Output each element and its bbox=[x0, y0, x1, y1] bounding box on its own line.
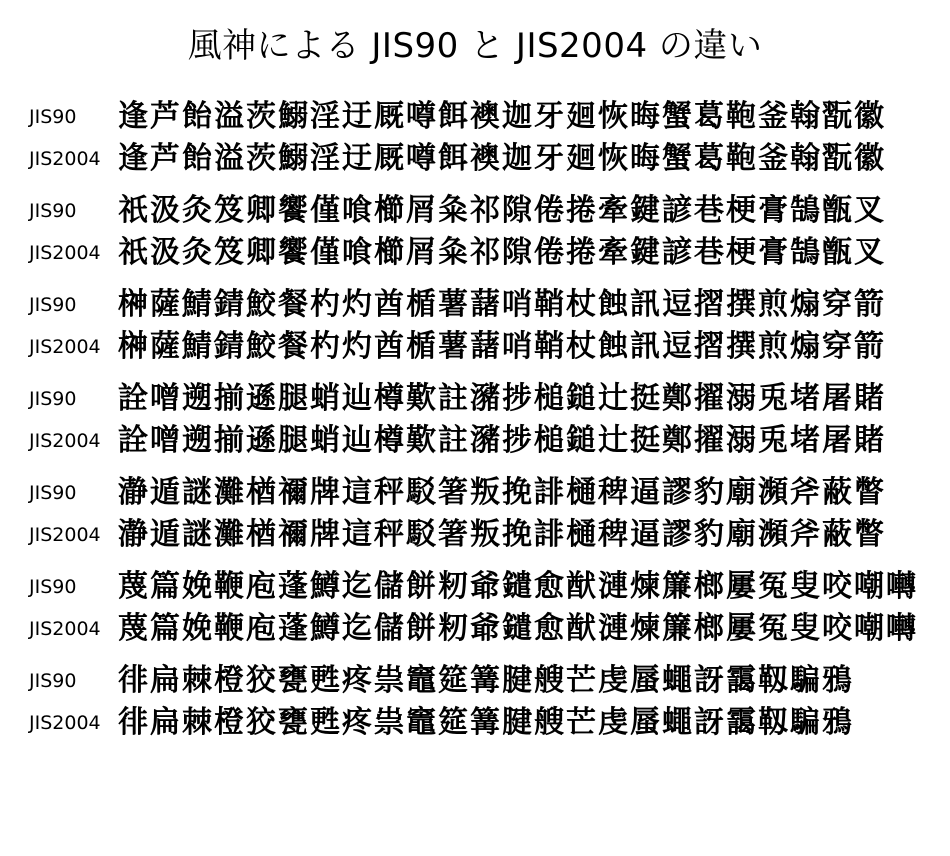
jis2004-label: JIS2004 bbox=[29, 430, 101, 452]
jis2004-label: JIS2004 bbox=[29, 336, 101, 358]
comparison-table bbox=[0, 96, 950, 754]
jis90-glyphs: 徘扁棘橙狡甕甦疼祟竈筵篝腱艘芒虔蜃蠅訝靄靱騙鴉 bbox=[118, 663, 854, 698]
jis90-row bbox=[0, 472, 950, 514]
jis2004-glyphs: 榊薩鯖錆鮫餐杓灼酋楯薯藷哨鞘杖蝕訊逗摺撰煎煽穿箭 bbox=[118, 329, 886, 364]
jis2004-glyphs: 祇汲灸笈卿饗僅喰櫛屑粂祁隙倦捲牽鍵諺巷梗膏鵠甑叉 bbox=[118, 235, 886, 270]
jis90-glyphs: 逢芦飴溢茨鰯淫迂厩噂餌襖迦牙廻恢晦蟹葛鞄釜翰翫徽 bbox=[118, 99, 886, 134]
glyph-group bbox=[0, 660, 950, 744]
jis2004-label: JIS2004 bbox=[29, 618, 101, 640]
jis90-label: JIS90 bbox=[29, 106, 77, 128]
jis2004-label: JIS2004 bbox=[29, 712, 101, 734]
jis2004-glyphs: 瀞遁謎灘楢禰牌這秤駁箸叛挽誹樋稗逼謬豹廟瀕斧蔽瞥 bbox=[118, 517, 886, 552]
jis90-label: JIS90 bbox=[29, 576, 77, 598]
jis2004-label: JIS2004 bbox=[29, 148, 101, 170]
jis90-glyphs: 蔑篇娩鞭庖蓬鱒迄儲餅籾爺鑓愈猷漣煉簾榔屢冤叟咬嘲囀 bbox=[118, 569, 918, 604]
jis2004-glyphs: 蔑篇娩鞭庖蓬鱒迄儲餅籾爺鑓愈猷漣煉簾榔屢冤叟咬嘲囀 bbox=[118, 611, 918, 646]
jis90-label: JIS90 bbox=[29, 482, 77, 504]
jis2004-label: JIS2004 bbox=[29, 524, 101, 546]
jis90-row bbox=[0, 96, 950, 138]
jis2004-row bbox=[0, 608, 950, 650]
jis90-label: JIS90 bbox=[29, 670, 77, 692]
jis90-label: JIS90 bbox=[29, 294, 77, 316]
jis2004-row bbox=[0, 420, 950, 462]
jis2004-row bbox=[0, 326, 950, 368]
glyph-group bbox=[0, 378, 950, 462]
page-title: 風神による JIS90 と JIS2004 の違い bbox=[187, 26, 763, 66]
glyph-group bbox=[0, 190, 950, 274]
jis2004-row bbox=[0, 514, 950, 556]
jis90-label: JIS90 bbox=[29, 200, 77, 222]
jis90-row bbox=[0, 566, 950, 608]
jis2004-glyphs: 詮噌遡揃遜腿蛸辿樽歎註瀦捗槌鎚辻挺鄭擢溺兎堵屠賭 bbox=[118, 423, 886, 458]
glyph-group bbox=[0, 472, 950, 556]
jis2004-glyphs: 逢芦飴溢茨鰯淫迂厩噂餌襖迦牙廻恢晦蟹葛鞄釜翰翫徽 bbox=[118, 141, 886, 176]
jis2004-label: JIS2004 bbox=[29, 242, 101, 264]
jis90-glyphs: 榊薩鯖錆鮫餐杓灼酋楯薯藷哨鞘杖蝕訊逗摺撰煎煽穿箭 bbox=[118, 287, 886, 322]
jis2004-glyphs: 徘扁棘橙狡甕甦疼祟竈筵篝腱艘芒虔蜃蠅訝靄靱騙鴉 bbox=[118, 705, 854, 740]
jis90-glyphs: 祇汲灸笈卿饗僅喰櫛屑粂祁隙倦捲牽鍵諺巷梗膏鵠甑叉 bbox=[118, 193, 886, 228]
jis90-row bbox=[0, 660, 950, 702]
jis2004-row bbox=[0, 138, 950, 180]
jis90-glyphs: 瀞遁謎灘楢禰牌這秤駁箸叛挽誹樋稗逼謬豹廟瀕斧蔽瞥 bbox=[118, 475, 886, 510]
glyph-group bbox=[0, 96, 950, 180]
jis2004-row bbox=[0, 232, 950, 274]
glyph-group bbox=[0, 284, 950, 368]
jis90-row bbox=[0, 378, 950, 420]
jis2004-row bbox=[0, 702, 950, 744]
glyph-group bbox=[0, 566, 950, 650]
jis90-row bbox=[0, 284, 950, 326]
jis90-row bbox=[0, 190, 950, 232]
jis90-label: JIS90 bbox=[29, 388, 77, 410]
jis90-glyphs: 詮噌遡揃遜腿蛸辿樽歎註瀦捗槌鎚辻挺鄭擢溺兎堵屠賭 bbox=[118, 381, 886, 416]
